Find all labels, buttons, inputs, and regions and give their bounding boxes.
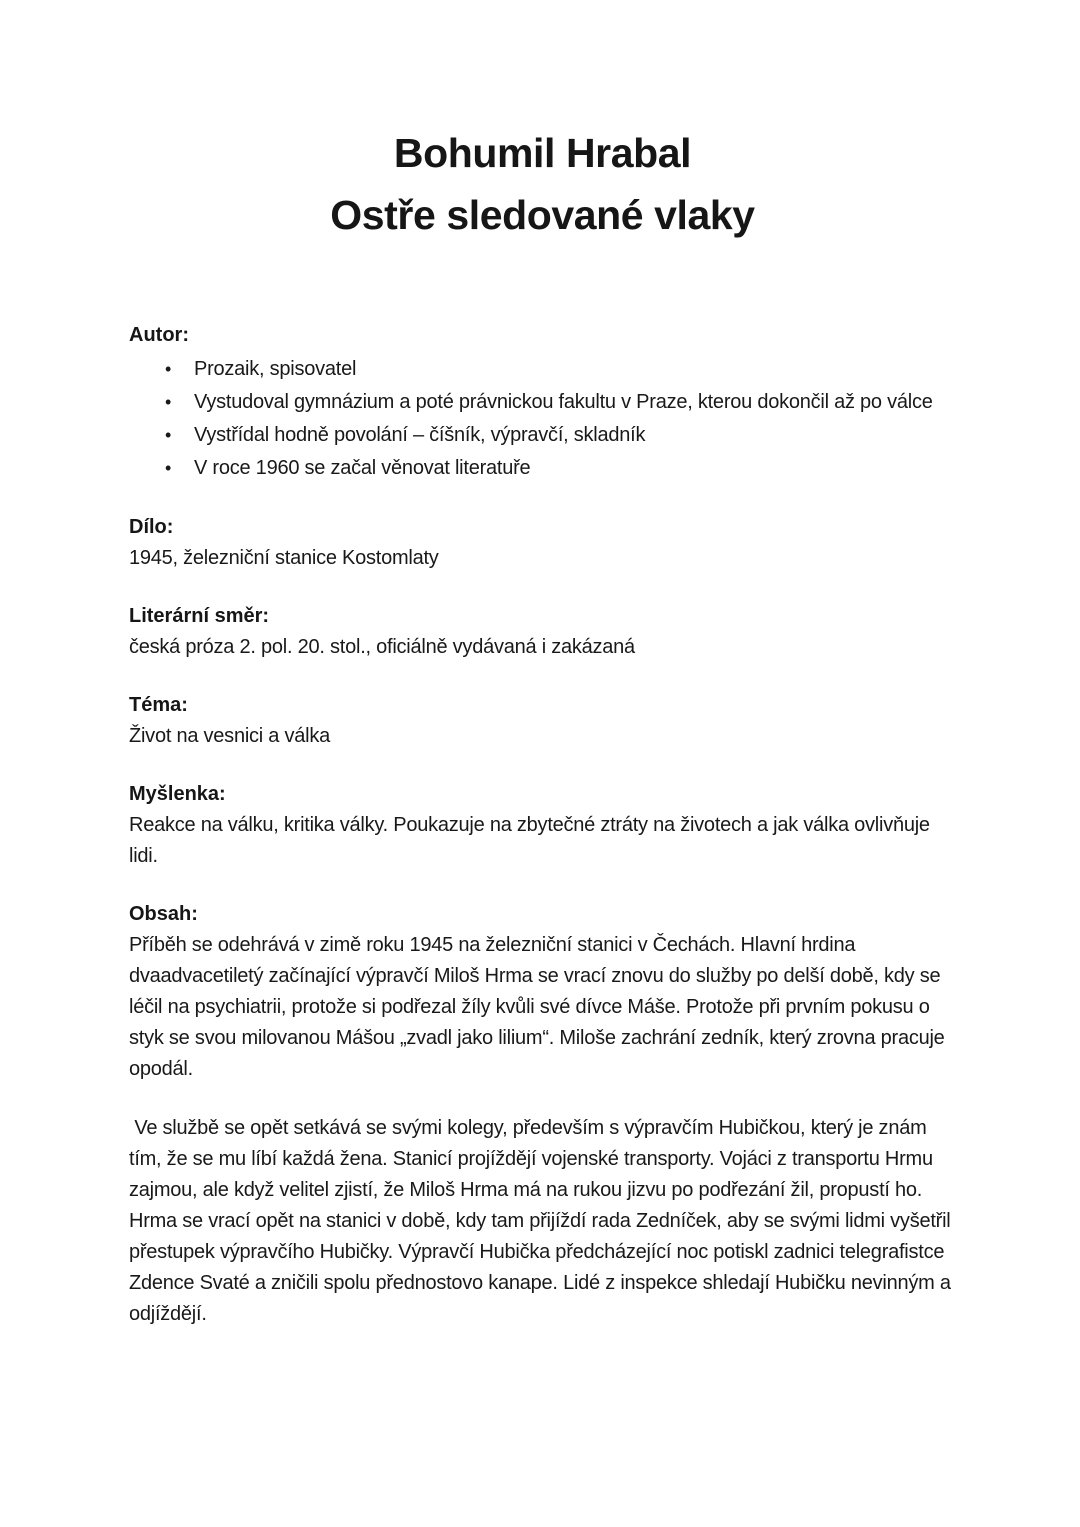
section-dilo [129, 512, 956, 574]
section-heading-literarni-smer: Literární směr: [129, 605, 270, 627]
bullet-text: Prozaik, spisovatel [194, 358, 357, 380]
document-title-line2: Ostře sledované vlaky [330, 192, 755, 238]
section-text-dilo: 1945, železniční stanice Kostomlaty [129, 547, 439, 569]
section-heading-tema: Téma: [129, 694, 188, 716]
bullet-text: Vystudoval gymnázium a poté právnickou fakultu v Praze, kterou dokončil až po válce [194, 391, 933, 413]
section-text-myslenka: Reakce na válku, kritika války. Poukazuje na zbytečné ztráty na životech a jak válka ovlivňuje lidi. [129, 814, 930, 867]
bullet-icon: • [165, 425, 172, 445]
bullet-item [129, 386, 956, 419]
section-autor [129, 320, 956, 485]
section-myslenka [129, 779, 956, 872]
bullet-icon: • [165, 458, 172, 478]
obsah-paragraph-2: Ve službě se opět setkává se svými kolegy, především s výpravčím Hubičkou, který je znám tím, že se mu líbí každá žena. Stanicí projíždějí vojenské transporty. Vojáci z transportu Hrmu zajmou, ale když velitel zjistí, že Miloš Hrma má na rukou jizvu po podřezání žil, propustí ho. Hrma se vrací opět na stanici v době, kdy tam přijíždí rada Zedníček, aby se svými lidmi vyšetřil přestupek výpravčího Hubičky. Výpravčí Hubička předcházející noc potiskl zadnici telegrafistce Zdence Svaté a zničili spolu přednostovo kanape. Lidé z inspekce shledají Hubičku nevinným a odjíždějí. [129, 1117, 957, 1325]
section-heading-dilo: Dílo: [129, 516, 174, 538]
bullet-text: V roce 1960 se začal věnovat literatuře [194, 457, 531, 479]
section-obsah [129, 899, 956, 1330]
section-tema [129, 690, 956, 752]
bullet-icon: • [165, 392, 172, 412]
bullet-text: Vystřídal hodně povolání – číšník, výpravčí, skladník [194, 424, 646, 446]
bullet-item [129, 419, 956, 452]
document-title-line1: Bohumil Hrabal [393, 130, 692, 176]
section-text-literarni-smer: česká próza 2. pol. 20. stol., oficiálně vydávaná i zakázaná [129, 636, 635, 658]
bullet-icon: • [165, 359, 172, 379]
document-title-block [129, 122, 956, 246]
obsah-paragraph-1: Příběh se odehrává v zimě roku 1945 na železniční stanici v Čechách. Hlavní hrdina dvaadvacetiletý začínající výpravčí Miloš Hrma se vrací znovu do služby po delší době, kdy se léčil na psychiatrii, protože si podřezal žíly kvůli své dívce Máše. Protože při prvním pokusu o styk se svou milovanou Mášou „zvadl jako lilium“. Miloše zachrání zedník, který zrovna pracuje opodál. [129, 934, 950, 1080]
section-heading-obsah: Obsah: [129, 903, 198, 925]
section-literarni-smer [129, 601, 956, 663]
section-heading-myslenka: Myšlenka: [129, 783, 226, 805]
section-text-tema: Život na vesnici a válka [129, 725, 330, 747]
bullet-item [129, 353, 956, 386]
autor-bullet-list [129, 353, 956, 485]
section-heading-autor: Autor: [129, 324, 189, 346]
bullet-item [129, 452, 956, 485]
